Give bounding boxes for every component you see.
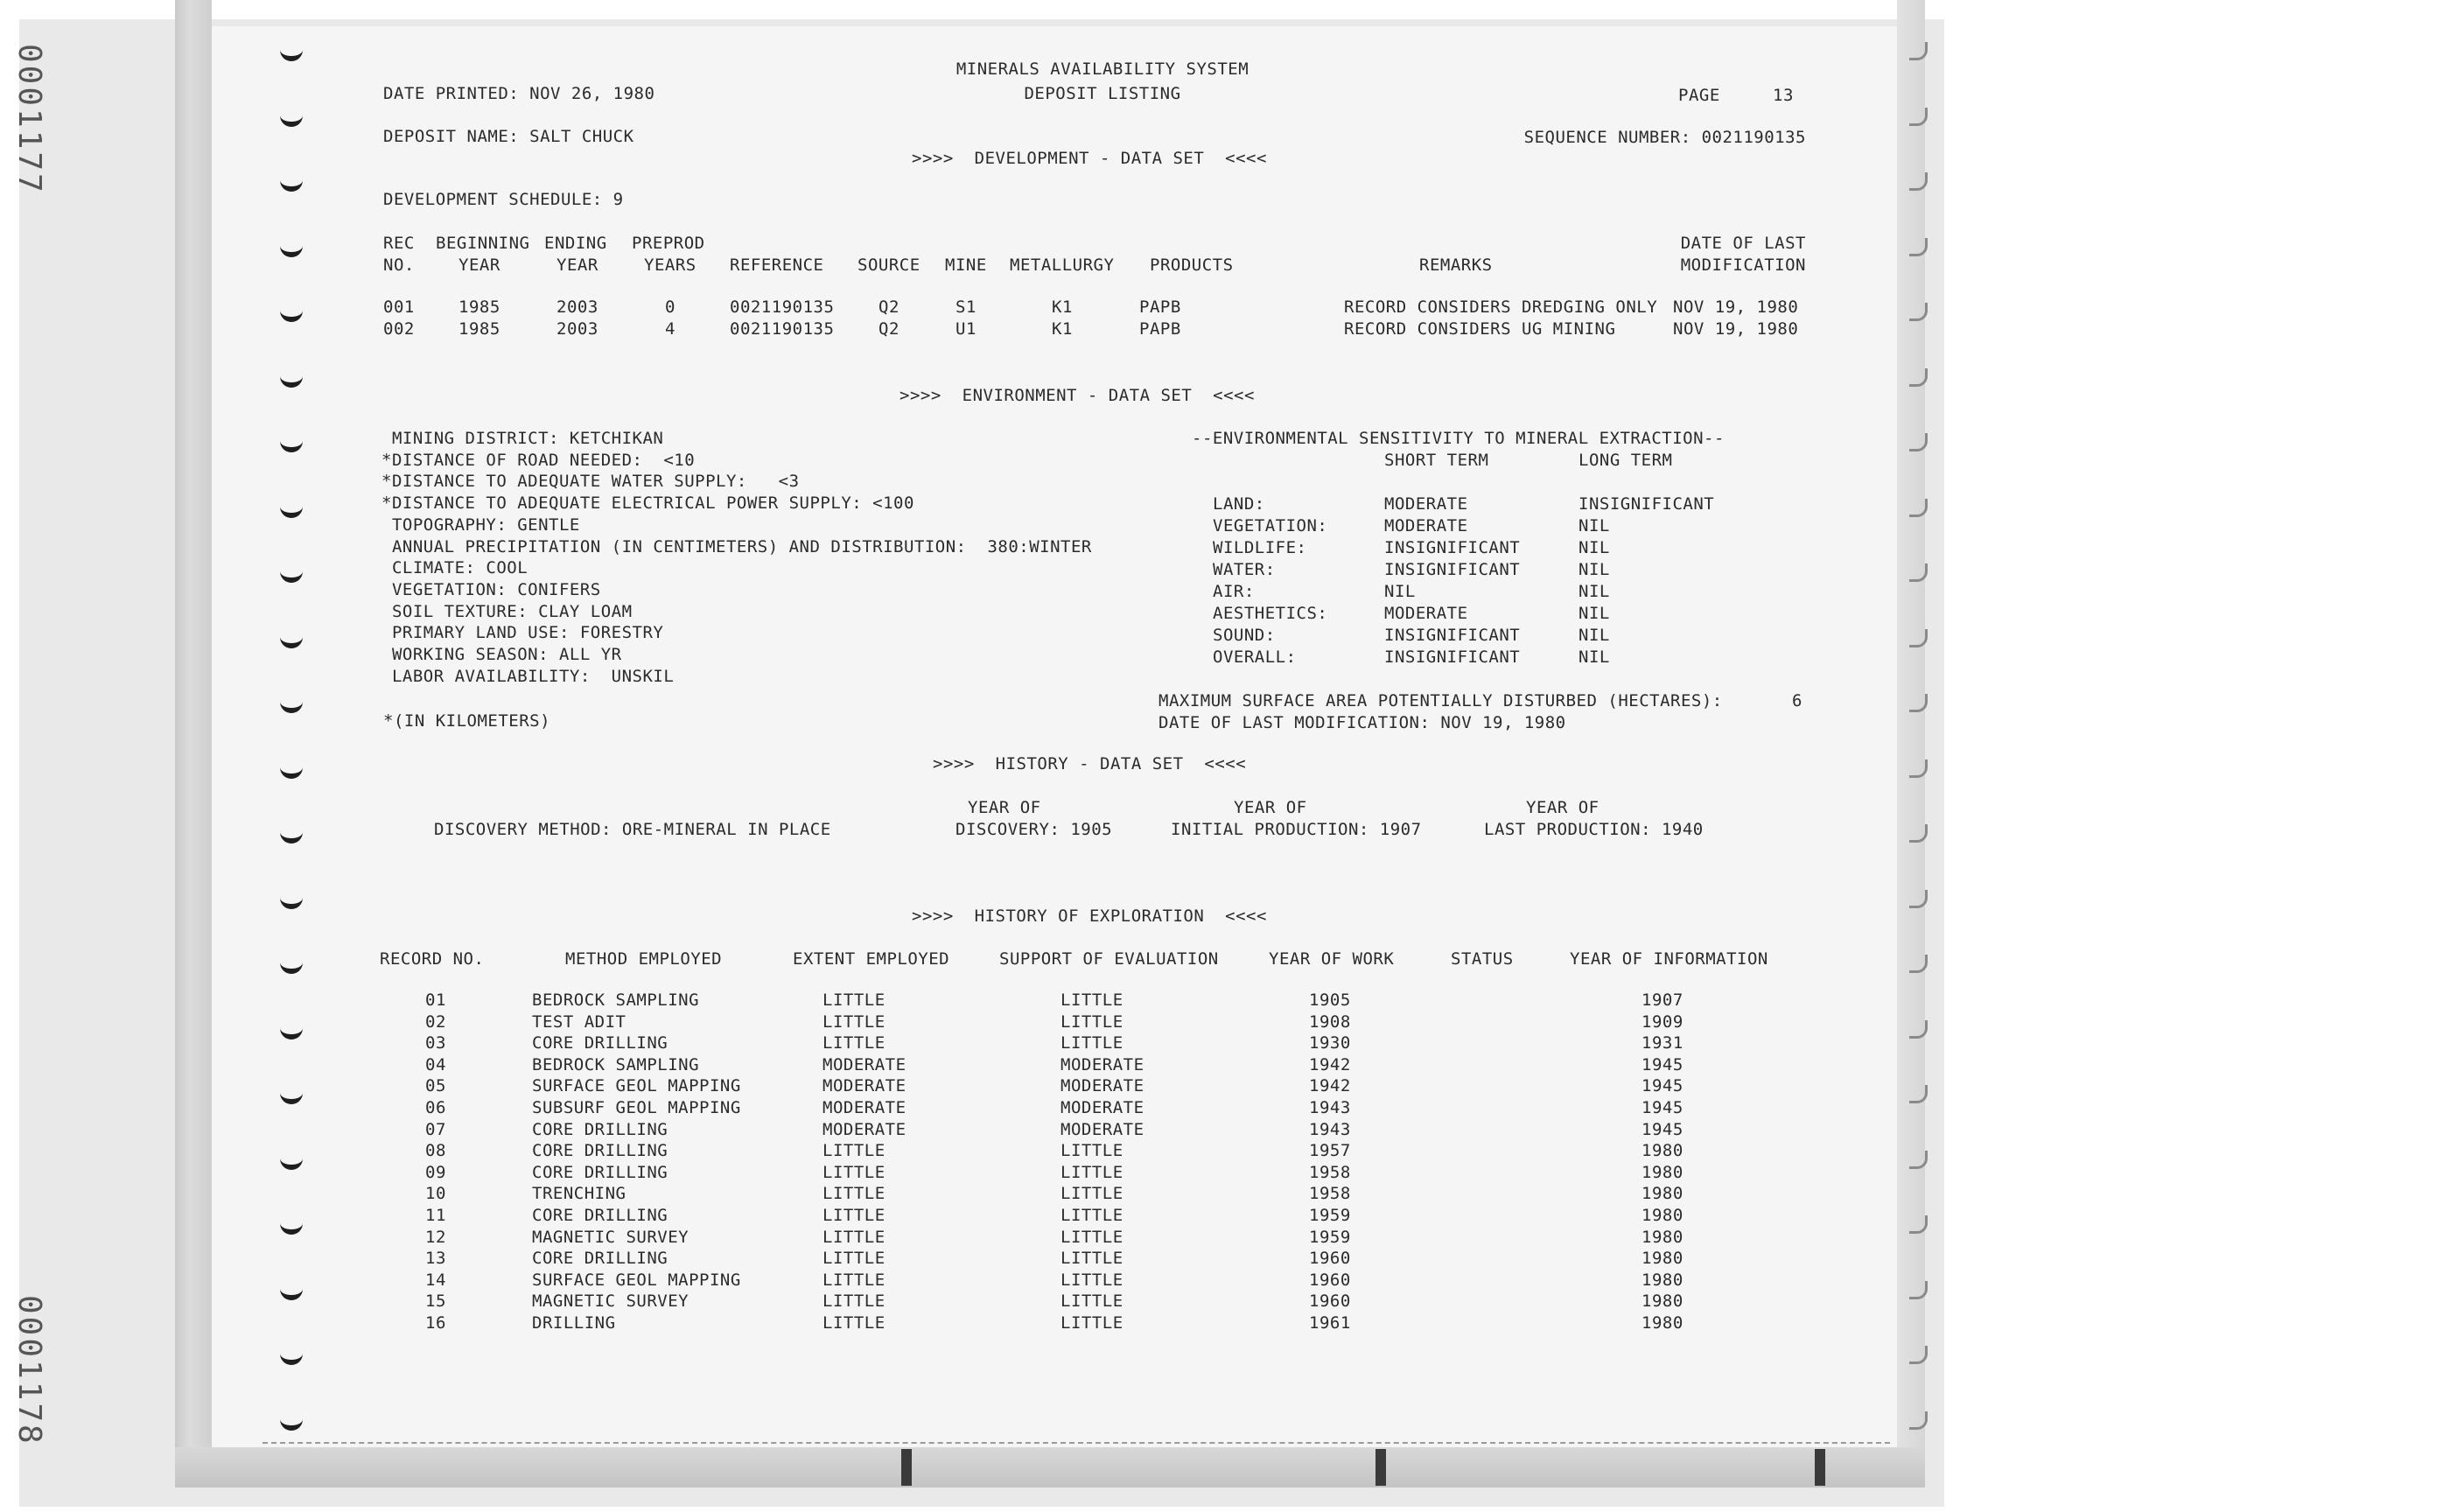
initial-production-year: INITIAL PRODUCTION: 1907 — [1171, 820, 1422, 839]
expl-row-extent: LITTLE — [822, 1033, 886, 1054]
expl-row-method: CORE DRILLING — [532, 1249, 668, 1269]
page-number: 13 — [1773, 86, 1794, 105]
expl-row-support: LITTLE — [1060, 990, 1124, 1010]
env-attribute-line: VEGETATION: CONIFERS — [382, 579, 601, 599]
dev-row-date: NOV 19, 1980 — [1673, 319, 1799, 339]
expl-row-method: SUBSURF GEOL MAPPING — [532, 1098, 741, 1117]
dev-col-mine: MINE — [945, 256, 987, 275]
env-attribute-line: PRIMARY LAND USE: FORESTRY — [382, 623, 664, 643]
env-attribute-line: ANNUAL PRECIPITATION (IN CENTIMETERS) AND DISTRIBUTION: 380:WINTER — [382, 536, 1092, 556]
expl-col-status: STATUS — [1451, 949, 1514, 969]
expl-row-record-no: 04 — [425, 1054, 446, 1074]
expl-row-extent: MODERATE — [822, 1054, 906, 1074]
expl-row-support: LITTLE — [1060, 1270, 1124, 1290]
dev-col-year-begin: YEAR — [458, 256, 500, 275]
expl-row-year-of-work: 1905 — [1309, 990, 1351, 1010]
expl-row-method: BEDROCK SAMPLING — [532, 990, 700, 1010]
expl-row-year-of-information: 1945 — [1642, 1054, 1684, 1074]
expl-row-method: SURFACE GEOL MAPPING — [532, 1270, 741, 1290]
expl-row-year-of-work: 1943 — [1309, 1098, 1351, 1117]
max-area-value: 6 — [1792, 691, 1802, 710]
expl-row-method: TEST ADIT — [532, 1012, 626, 1032]
expl-row-year-of-information: 1945 — [1642, 1076, 1684, 1096]
expl-row-extent: LITTLE — [822, 990, 886, 1010]
sensitivity-long-term: NIL — [1578, 648, 1610, 667]
expl-row-support: LITTLE — [1060, 1292, 1124, 1312]
sensitivity-label: WATER: — [1213, 560, 1276, 579]
scan-mark — [1376, 1449, 1386, 1486]
dev-col-products: PRODUCTS — [1150, 256, 1234, 275]
sensitivity-short-term: MODERATE — [1384, 494, 1468, 514]
expl-row-year-of-information: 1980 — [1642, 1227, 1684, 1247]
dev-row-products: PAPB — [1139, 319, 1181, 339]
expl-row-support: LITTLE — [1060, 1162, 1124, 1182]
expl-col-record: RECORD NO. — [380, 949, 485, 969]
expl-row-support: LITTLE — [1060, 1313, 1124, 1333]
expl-row-year-of-work: 1908 — [1309, 1012, 1351, 1032]
feed-hole-left — [280, 236, 303, 257]
expl-row-extent: MODERATE — [822, 1098, 906, 1117]
feed-hole-left — [280, 758, 303, 779]
env-attribute-line: *DISTANCE TO ADEQUATE ELECTRICAL POWER SUPPLY: <100 — [382, 494, 914, 514]
sensitivity-short-term: MODERATE — [1384, 604, 1468, 623]
expl-row-record-no: 11 — [425, 1206, 446, 1225]
perforation-line — [262, 1442, 1890, 1444]
expl-row-year-of-work: 1961 — [1309, 1313, 1351, 1333]
feed-hole-left — [280, 627, 303, 648]
expl-row-extent: MODERATE — [822, 1119, 906, 1139]
discovery-year: DISCOVERY: 1905 — [956, 820, 1113, 839]
expl-row-method: MAGNETIC SURVEY — [532, 1292, 690, 1312]
dev-col-no: NO. — [383, 256, 415, 275]
sensitivity-long-term: NIL — [1578, 516, 1610, 536]
dev-row-begin-year: 1985 — [458, 319, 500, 339]
expl-row-support: MODERATE — [1060, 1119, 1144, 1139]
sensitivity-short-term: INSIGNIFICANT — [1384, 560, 1521, 579]
dev-row-preprod-years: 4 — [665, 319, 676, 339]
dev-col-remarks: REMARKS — [1419, 256, 1493, 275]
sensitivity-label: AESTHETICS: — [1213, 604, 1328, 623]
expl-row-method: SURFACE GEOL MAPPING — [532, 1076, 741, 1096]
expl-row-year-of-work: 1958 — [1309, 1162, 1351, 1182]
feed-hole-left — [280, 1279, 303, 1300]
expl-row-year-of-information: 1980 — [1642, 1313, 1684, 1333]
expl-row-extent: LITTLE — [822, 1292, 886, 1312]
margin-stamp-top: 0001177 — [11, 44, 47, 195]
expl-row-year-of-work: 1943 — [1309, 1119, 1351, 1139]
dev-row-date: NOV 19, 1980 — [1673, 298, 1799, 317]
expl-row-extent: MODERATE — [822, 1076, 906, 1096]
dev-row-begin-year: 1985 — [458, 298, 500, 317]
expl-row-extent: LITTLE — [822, 1206, 886, 1225]
expl-row-support: LITTLE — [1060, 1012, 1124, 1032]
sensitivity-long-term: NIL — [1578, 604, 1610, 623]
sensitivity-short-term: INSIGNIFICANT — [1384, 648, 1521, 667]
expl-row-year-of-work: 1942 — [1309, 1054, 1351, 1074]
sensitivity-long-term: NIL — [1578, 626, 1610, 645]
expl-row-year-of-information: 1980 — [1642, 1270, 1684, 1290]
dev-col-preprod: PREPROD — [632, 234, 705, 253]
dev-col-modification: MODIFICATION — [1680, 256, 1806, 275]
development-schedule: DEVELOPMENT SCHEDULE: 9 — [383, 190, 624, 209]
sensitivity-long-term: NIL — [1578, 582, 1610, 601]
expl-row-extent: LITTLE — [822, 1141, 886, 1161]
dev-row-end-year: 2003 — [556, 319, 598, 339]
sensitivity-label: OVERALL: — [1213, 648, 1297, 667]
sensitivity-short-term: MODERATE — [1384, 516, 1468, 536]
expl-row-method: CORE DRILLING — [532, 1119, 668, 1139]
sensitivity-label: AIR: — [1213, 582, 1255, 601]
max-area-label: MAXIMUM SURFACE AREA POTENTIALLY DISTURBED (HECTARES): — [1158, 691, 1723, 710]
dev-row-source: Q2 — [878, 319, 900, 339]
expl-row-year-of-work: 1942 — [1309, 1076, 1351, 1096]
sensitivity-short-term: NIL — [1384, 582, 1416, 601]
dev-col-rec: REC — [383, 234, 415, 253]
feed-hole-left — [280, 1149, 303, 1170]
expl-row-record-no: 14 — [425, 1270, 446, 1290]
tractor-feed-strip-left — [175, 0, 212, 1488]
exploration-section-title: >>>> HISTORY OF EXPLORATION <<<< — [912, 906, 1267, 926]
expl-row-year-of-information: 1980 — [1642, 1249, 1684, 1269]
expl-row-record-no: 03 — [425, 1033, 446, 1054]
dev-row-preprod-years: 0 — [665, 298, 676, 317]
dev-col-reference: REFERENCE — [730, 256, 824, 275]
dev-col-years: YEARS — [644, 256, 696, 275]
expl-row-year-of-work: 1958 — [1309, 1184, 1351, 1204]
discovery-method: DISCOVERY METHOD: ORE-MINERAL IN PLACE — [434, 820, 831, 839]
dev-row-no: 002 — [383, 319, 415, 339]
sensitivity-label: LAND: — [1213, 494, 1265, 514]
expl-row-extent: LITTLE — [822, 1270, 886, 1290]
expl-col-support: SUPPORT OF EVALUATION — [999, 949, 1219, 969]
dev-row-reference: 0021190135 — [730, 298, 835, 317]
expl-row-record-no: 10 — [425, 1184, 446, 1204]
expl-row-support: LITTLE — [1060, 1249, 1124, 1269]
feed-hole-left — [280, 1410, 303, 1431]
long-term-header: LONG TERM — [1578, 451, 1673, 470]
expl-row-year-of-information: 1980 — [1642, 1292, 1684, 1312]
expl-row-record-no: 12 — [425, 1227, 446, 1247]
sensitivity-long-term: INSIGNIFICANT — [1578, 494, 1715, 514]
expl-row-extent: LITTLE — [822, 1184, 886, 1204]
dev-row-reference: 0021190135 — [730, 319, 835, 339]
expl-row-record-no: 15 — [425, 1292, 446, 1312]
expl-row-extent: LITTLE — [822, 1249, 886, 1269]
expl-row-year-of-work: 1959 — [1309, 1227, 1351, 1247]
expl-col-year-work: YEAR OF WORK — [1269, 949, 1395, 969]
dev-col-date-of-last: DATE OF LAST — [1680, 234, 1806, 253]
page-label: PAGE — [1678, 86, 1720, 105]
expl-col-year-info: YEAR OF INFORMATION — [1570, 949, 1768, 969]
expl-row-support: MODERATE — [1060, 1076, 1144, 1096]
dev-row-metallurgy: K1 — [1052, 319, 1073, 339]
expl-row-record-no: 05 — [425, 1076, 446, 1096]
sequence-number: SEQUENCE NUMBER: 0021190135 — [1523, 128, 1806, 147]
last-production-year: LAST PRODUCTION: 1940 — [1484, 820, 1704, 839]
env-attribute-line: *DISTANCE TO ADEQUATE WATER SUPPLY: <3 — [382, 472, 800, 492]
env-attribute-line: LABOR AVAILABILITY: UNSKIL — [382, 666, 675, 686]
env-attribute-line: CLIMATE: COOL — [382, 558, 528, 578]
expl-row-year-of-information: 1980 — [1642, 1206, 1684, 1225]
listing-title: DEPOSIT LISTING — [1024, 84, 1181, 103]
feed-hole-left — [280, 1018, 303, 1040]
short-term-header: SHORT TERM — [1384, 451, 1489, 470]
scan-mark — [901, 1449, 912, 1486]
expl-row-method: CORE DRILLING — [532, 1162, 668, 1182]
feed-hole-left — [280, 106, 303, 127]
year-of-label-initial: YEAR OF — [1234, 798, 1307, 817]
env-attribute-line: WORKING SEASON: ALL YR — [382, 645, 622, 664]
development-section-title: >>>> DEVELOPMENT - DATA SET <<<< — [912, 149, 1267, 168]
expl-row-year-of-work: 1957 — [1309, 1141, 1351, 1161]
dev-col-metallurgy: METALLURGY — [1010, 256, 1115, 275]
sensitivity-long-term: NIL — [1578, 538, 1610, 557]
sensitivity-title: --ENVIRONMENTAL SENSITIVITY TO MINERAL EXTRACTION-- — [1192, 429, 1725, 448]
history-section-title: >>>> HISTORY - DATA SET <<<< — [933, 754, 1247, 774]
env-last-modification: DATE OF LAST MODIFICATION: NOV 19, 1980 — [1158, 713, 1566, 732]
scan-mark — [1815, 1449, 1825, 1486]
year-of-label-last: YEAR OF — [1526, 798, 1600, 817]
bottom-feed-strip — [175, 1447, 1925, 1488]
dev-row-source: Q2 — [878, 298, 900, 317]
expl-row-extent: LITTLE — [822, 1162, 886, 1182]
expl-row-extent: LITTLE — [822, 1313, 886, 1333]
env-attribute-line: *DISTANCE OF ROAD NEEDED: <10 — [382, 450, 696, 470]
margin-stamp-bottom: 0001178 — [11, 1295, 47, 1446]
expl-row-method: BEDROCK SAMPLING — [532, 1054, 700, 1074]
expl-row-extent: LITTLE — [822, 1012, 886, 1032]
expl-row-year-of-information: 1931 — [1642, 1033, 1684, 1054]
expl-row-method: DRILLING — [532, 1313, 616, 1333]
expl-row-support: LITTLE — [1060, 1033, 1124, 1054]
sensitivity-label: SOUND: — [1213, 626, 1276, 645]
env-attribute-line: TOPOGRAPHY: GENTLE — [382, 514, 580, 535]
env-attribute-line: MINING DISTRICT: KETCHIKAN — [382, 429, 664, 448]
expl-col-extent: EXTENT EMPLOYED — [793, 949, 950, 969]
dev-row-mine: S1 — [956, 298, 976, 317]
expl-row-method: CORE DRILLING — [532, 1033, 668, 1054]
expl-row-year-of-work: 1960 — [1309, 1292, 1351, 1312]
feed-hole-left — [280, 888, 303, 909]
feed-hole-left — [280, 367, 303, 388]
expl-row-record-no: 02 — [425, 1012, 446, 1032]
expl-row-record-no: 13 — [425, 1249, 446, 1269]
dev-col-year-end: YEAR — [556, 256, 598, 275]
tractor-feed-strip-right — [1897, 0, 1925, 1488]
sensitivity-short-term: INSIGNIFICANT — [1384, 626, 1521, 645]
expl-row-year-of-work: 1960 — [1309, 1270, 1351, 1290]
expl-col-method: METHOD EMPLOYED — [565, 949, 723, 969]
expl-row-record-no: 16 — [425, 1313, 446, 1333]
expl-row-year-of-information: 1909 — [1642, 1012, 1684, 1032]
sensitivity-label: WILDLIFE: — [1213, 538, 1307, 557]
dev-col-source: SOURCE — [858, 256, 920, 275]
env-attribute-line: SOIL TEXTURE: CLAY LOAM — [382, 601, 633, 621]
feed-hole-left — [280, 497, 303, 518]
dev-row-remarks: RECORD CONSIDERS DREDGING ONLY — [1344, 298, 1658, 317]
expl-row-year-of-information: 1945 — [1642, 1119, 1684, 1139]
expl-row-year-of-information: 1980 — [1642, 1162, 1684, 1182]
expl-row-method: CORE DRILLING — [532, 1141, 668, 1161]
expl-row-support: LITTLE — [1060, 1227, 1124, 1247]
env-footnote: *(IN KILOMETERS) — [383, 711, 551, 731]
expl-row-support: MODERATE — [1060, 1054, 1144, 1074]
dev-row-no: 001 — [383, 298, 415, 317]
expl-row-record-no: 07 — [425, 1119, 446, 1139]
expl-row-extent: LITTLE — [822, 1227, 886, 1247]
dev-row-products: PAPB — [1139, 298, 1181, 317]
year-of-label-discovery: YEAR OF — [968, 798, 1041, 817]
expl-row-method: TRENCHING — [532, 1184, 626, 1204]
deposit-name: DEPOSIT NAME: SALT CHUCK — [383, 127, 634, 146]
dev-row-metallurgy: K1 — [1052, 298, 1073, 317]
sensitivity-long-term: NIL — [1578, 560, 1610, 579]
expl-row-support: LITTLE — [1060, 1141, 1124, 1161]
environment-section-title: >>>> ENVIRONMENT - DATA SET <<<< — [900, 386, 1255, 405]
expl-row-record-no: 08 — [425, 1141, 446, 1161]
sensitivity-label: VEGETATION: — [1213, 516, 1328, 536]
expl-row-year-of-work: 1959 — [1309, 1206, 1351, 1225]
date-printed: DATE PRINTED: NOV 26, 1980 — [383, 84, 655, 103]
dev-row-remarks: RECORD CONSIDERS UG MINING — [1344, 319, 1616, 339]
expl-row-method: CORE DRILLING — [532, 1206, 668, 1225]
system-title: MINERALS AVAILABILITY SYSTEM — [956, 60, 1250, 79]
dev-row-mine: U1 — [956, 319, 976, 339]
sensitivity-short-term: INSIGNIFICANT — [1384, 538, 1521, 557]
expl-row-method: MAGNETIC SURVEY — [532, 1227, 690, 1247]
expl-row-support: LITTLE — [1060, 1184, 1124, 1204]
expl-row-record-no: 09 — [425, 1162, 446, 1182]
expl-row-record-no: 01 — [425, 990, 446, 1010]
dev-row-end-year: 2003 — [556, 298, 598, 317]
expl-row-record-no: 06 — [425, 1098, 446, 1117]
expl-row-year-of-information: 1907 — [1642, 990, 1684, 1010]
expl-row-year-of-information: 1945 — [1642, 1098, 1684, 1117]
expl-row-year-of-work: 1960 — [1309, 1249, 1351, 1269]
dev-col-beginning: BEGINNING — [436, 234, 530, 253]
expl-row-support: MODERATE — [1060, 1098, 1144, 1117]
expl-row-year-of-work: 1930 — [1309, 1033, 1351, 1054]
expl-row-year-of-information: 1980 — [1642, 1184, 1684, 1204]
dev-col-ending: ENDING — [544, 234, 607, 253]
expl-row-year-of-information: 1980 — [1642, 1141, 1684, 1161]
expl-row-support: LITTLE — [1060, 1206, 1124, 1225]
